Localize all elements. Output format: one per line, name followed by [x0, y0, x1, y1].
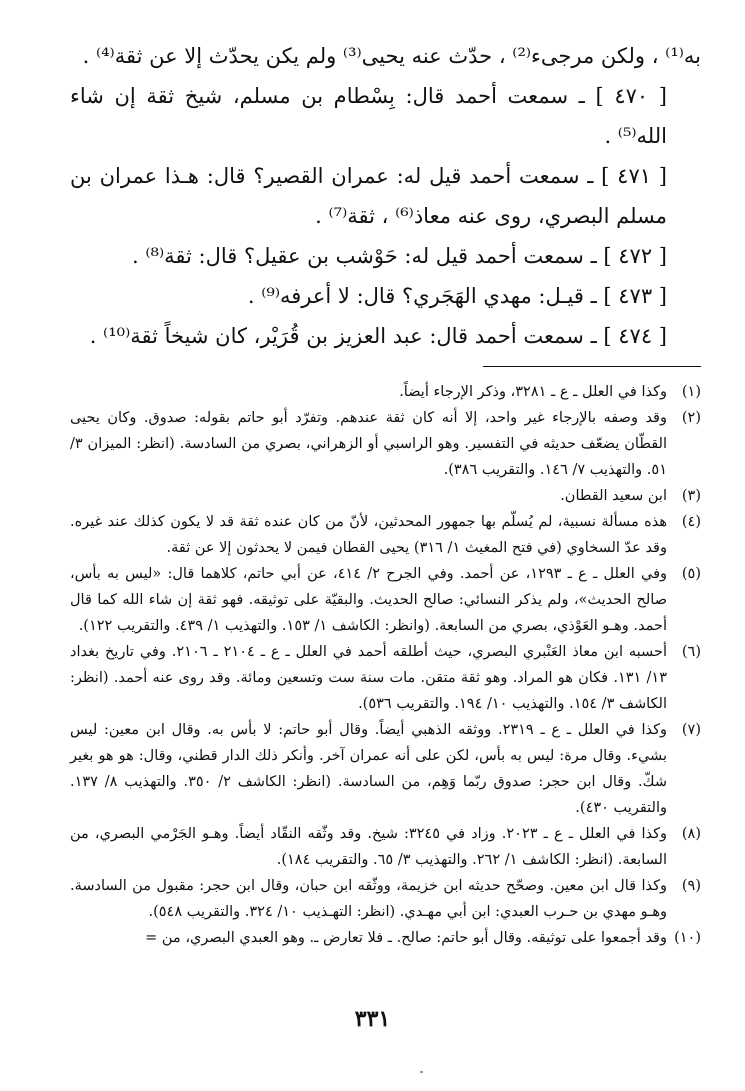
- footnote: [70, 509, 701, 561]
- scan-speck: [420, 1071, 423, 1073]
- entry-474: [ ٤٧٤ ] ـ سمعت أحمد قال: عبد العزيز بن قُرَيْر، كان شيخاً ثقة⁽¹⁰⁾ .: [89, 324, 667, 348]
- footnote-text: وكذا في العلل ـ ع ـ ٢٠٢٣. وزاد في ٣٢٤٥: شيخ. وقد وثّقه النقّاد أيضاً. وهـو الجَرْمي البصري، من السابعة. (انظر: الكاشف ١/ ٢٦٢. والتهذيب ٣/ ٦٥. والتقريب ١٨٤).: [70, 826, 668, 868]
- footnote-number: (١٠): [674, 930, 701, 946]
- footnote-number: (٧): [681, 722, 701, 738]
- footnote: [70, 483, 701, 509]
- footnote: [70, 639, 701, 717]
- footnote-number: (٤): [681, 514, 701, 530]
- footnote: [70, 821, 701, 873]
- footnote-text: وقد أجمعوا على توثيقه. وقال أبو حاتم: صالح. ـ فلا تعارض ـ. وهو العبدي البصري، من =: [145, 930, 667, 946]
- footnotes: [70, 379, 701, 951]
- footnote-text: أحسبه ابن معاذ العَنْبري البصري، حيث أطلقه أحمد في العلل ـ ع ـ ٢١٠٤ ـ ٢١٠٦. وفي تاريخ بغداد ١٣/ ١٣١. فكان هو المراد. وهو ثقة متقن. مات سنة ست وتسعين ومائة. وقد روى عنه أحمد. (انظر: الكاشف ٣/ ١٥٤. والتهذيب ١٠/ ١٩٤. والتقريب ٥٣٦).: [70, 644, 667, 712]
- footnote-number: (٣): [681, 488, 701, 504]
- footnote-divider: [483, 366, 701, 367]
- footnote-number: (٢): [681, 410, 701, 426]
- main-text: [70, 36, 701, 356]
- footnote: [70, 925, 701, 951]
- footnote-number: (٨): [681, 826, 701, 842]
- footnote-text: وكذا قال ابن معين. وصحّح حديثه ابن خزيمة، ووثّقه ابن حبان، وقال ابن حجر: مقبول من السادسة. وهـو مهدي بن حـرب العبدي: ابن أبي مهـدي. (انظر: التهـذيب ١٠/ ٣٢٤. والتقريب ٥٤٨).: [70, 878, 667, 920]
- footnote: [70, 405, 701, 483]
- footnote-number: (٥): [681, 566, 701, 582]
- footnote: [70, 561, 701, 639]
- footnote-text: وكذا في العلل ـ ع ـ ٢٣١٩. ووثقه الذهبي أيضاً. وقال أبو حاتم: لا بأس به. وقال ابن معين: ليس بشيء. وقال مرة: ليس به بأس، لكن على أنه عمران آخر. وأنكر ذلك الدار قطني، وقال: هو هو بغير شكّ. وقال ابن حجر: صدوق ربّما وَهِم، من السادسة. (انظر: الكاشف ٢/ ٣٥٠. والتهذيب ٨/ ١٣٧. والتقريب ٤٣٠).: [70, 722, 667, 816]
- footnote-text: هذه مسألة نسبية، لم يُسلّم بها جمهور المحدثين، لأنّ من كان عنده ثقة قد لا يكون كذلك عند غيره. وقد عدّ السخاوي (في فتح المغيث ١/ ٣١٦) يحيى القطان فيمن لا يحدثون إلا عن ثقة.: [70, 514, 667, 556]
- footnote-text: ابن سعيد القطان.: [560, 488, 667, 504]
- footnote-number: (٩): [681, 878, 701, 894]
- footnote-number: (١): [681, 384, 701, 400]
- footnote-text: وكذا في العلل ـ ع ـ ٣٢٨١، وذكر الإرجاء أيضاً.: [399, 384, 667, 400]
- paragraph-intro: به⁽¹⁾ ، ولكن مرجىء⁽²⁾ ، حدّث عنه يحيى⁽³⁾ ولم يكن يحدّث إلا عن ثقة⁽⁴⁾ .: [82, 44, 701, 68]
- footnote: [70, 717, 701, 821]
- entry-472: [ ٤٧٢ ] ـ سمعت أحمد قيل له: حَوْشب بن عقيل؟ قال: ثقة⁽⁸⁾ .: [132, 244, 667, 268]
- entry-473: [ ٤٧٣ ] ـ قيـل: مهدي الهَجَري؟ قال: لا أعرفه⁽⁹⁾ .: [247, 284, 667, 308]
- footnote-text: وفي العلل ـ ع ـ ١٢٩٣، عن أحمد. وفي الجرح ٢/ ٤١٤، عن أبي حاتم، كلاهما قال: «ليس به بأس، صالح الحديث»، ولم يذكر النسائي: صالح الحديث. والبقيّة على توثيقه. فهو ثقة إن شاء الله كما قال أحمد. وهـو العَوْذي، بصري من السابعة. (وانظر: الكاشف ١/ ١٥٣. والتهذيب ١/ ٤٣٩. والتقريب ١٢٢).: [70, 566, 667, 634]
- footnote: [70, 873, 701, 925]
- footnote: [70, 379, 701, 405]
- footnote-text: وقد وصفه بالإرجاء غير واحد، إلا أنه كان ثقة عندهم. وتفرّد أبو حاتم بقوله: صدوق. وكان يحيى القطّان يضعّف حديثه في التفسير. وهو الراسبي أو الزهراني، بصري من السادسة. (انظر: الميزان ٣/ ٥١. والتهذيب ٧/ ١٤٦. والتقريب ٣٨٦).: [70, 410, 667, 478]
- footnote-number: (٦): [681, 644, 701, 660]
- entry-470: [ ٤٧٠ ] ـ سمعت أحمد قال: بِسْطام بن مسلم، شيخ ثقة إن شاء الله⁽⁵⁾ .: [70, 84, 667, 148]
- page-number: ٣٣١: [354, 1006, 391, 1032]
- entry-471: [ ٤٧١ ] ـ سمعت أحمد قيل له: عمران القصير؟ قال: هـذا عمران بن مسلم البصري، روى عنه معاذ⁽⁶⁾ ، ثقة⁽⁷⁾ .: [70, 164, 667, 228]
